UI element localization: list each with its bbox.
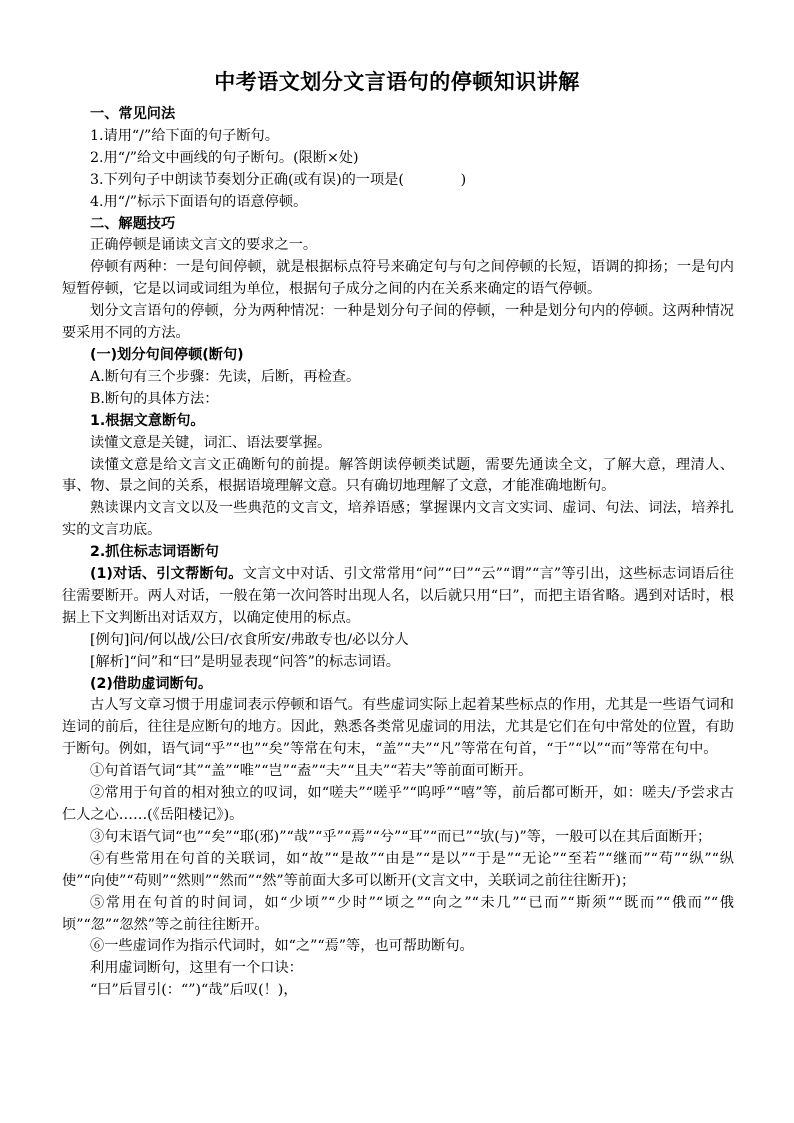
dialogue-lead: (1)对话、引文帮断句。	[90, 566, 243, 583]
section-heading-common-questions: 一、常见问法	[90, 106, 176, 122]
function-word-rule-6: ⑥一些虚词作为指示代词时，如“之”“焉”等，也可帮助断句。	[90, 938, 474, 955]
section-heading-techniques: 二、解题技巧	[90, 215, 176, 232]
mnemonic-line: “曰”后冒引(：“”)“哉”后叹(！)，	[90, 982, 298, 999]
document-body	[62, 104, 734, 1002]
function-word-rule-4: ④有些常用在句首的关联词，如“故”“是故”“由是”“是以”“于是”“无论”“至若”“继而”“苟”“纵”“纵使”“向使”“苟则”“然则”“然而”“然”等前面大多可以断开(文言文中，关联词之前往往断开)；	[62, 850, 734, 889]
step-b: B.断句的具体方法：	[90, 390, 219, 407]
question-item-4: 4.用“/”标示下面语句的语意停顿。	[90, 193, 308, 210]
paragraph-pause-types: 停顿有两种：一是句间停顿，就是根据标点符号来确定句与句之间停顿的长短，语调的抑扬；一是句内短暂停顿，它是以词或词组为单位，根据句子成分之间的内在关系来确定的语气停顿。	[62, 259, 734, 298]
paragraph-two-cases: 划分文言语句的停顿，分为两种情况：一种是划分句子间的停顿，一种是划分句内的停顿。这两种情况要采用不同的方法。	[62, 303, 734, 342]
function-words-paragraph: 古人写文章习惯于用虚词表示停顿和语气。有些虚词实际上起着某些标点的作用，尤其是一些语气词和连词的前后，往往是应断句的地方。因此，熟悉各类常见虚词的用法，尤其是它们在句中常处的位置，有助于断句。例如，语气词“乎”“也”“矣”等常在句末，“盖”“夫”“凡”等常在句首，“于”“以”“而”等常在句中。	[62, 697, 734, 758]
example-sentence: [例句]问/何以战/公曰/衣食所安/弗敢专也/必以分人	[90, 631, 409, 648]
function-word-rule-5: ⑤常用在句首的时间词，如“少顷”“少时”“顷之”“向之”“未几”“已而”“斯须”“既而”“俄而”“俄顷”“忽”“忽然”等之前往往断开。	[62, 894, 734, 933]
function-word-rule-1: ①句首语气词“其”“盖”“唯”“岂”“盍”“夫”“且夫”“若夫”等前面可断开。	[90, 763, 533, 780]
method-heading-marker-words: 2.抓住标志词语断句	[90, 544, 219, 561]
function-word-rule-2: ②常用于句首的相对独立的叹词，如“嗟夫”“嗟乎”“呜呼”“嘻”等，前后都可断开，如：嗟夫/予尝求古仁人之心……(《岳阳楼记》)。	[62, 785, 734, 823]
method-heading-meaning: 1.根据文意断句。	[90, 412, 205, 429]
step-a: A.断句有三个步骤：先读，后断，再检查。	[90, 368, 361, 385]
mnemonic-lead: 利用虚词断句，这里有一个口诀：	[90, 960, 303, 977]
method-heading-function-words: (2)借助虚词断句。	[90, 675, 213, 692]
subsection-heading-sentence-breaks: (一)划分句间停顿(断句)	[90, 346, 244, 363]
document-title: 中考语文划分文言语句的停顿知识讲解	[214, 70, 580, 94]
function-word-rule-3: ③句末语气词“也”“矣”“耶(邪)”“哉”“乎”“焉”“兮”“耳”“而已”“欤(与)”等，一般可以在其后面断开；	[90, 828, 712, 845]
question-item-3: 3.下列句子中朗读节奏划分正确(或有误)的一项是( )	[90, 171, 467, 188]
question-item-1: 1.请用“/”给下面的句子断句。	[90, 127, 279, 144]
method1-paragraph-2: 读懂文意是给文言文正确断句的前提。解答朗读停顿类试题，需要先通读全文，了解大意，理清人、事、物、景之间的关系，根据语境理解文意。只有确切地理解了文意，才能准确地断句。	[62, 456, 734, 495]
method1-paragraph-3: 熟读课内文言文以及一些典范的文言文，培养语感；掌握课内文言文实词、虚词、句法、词法，培养扎实的文言功底。	[62, 500, 734, 539]
method1-paragraph-1: 读懂文意是关键，词汇、语法要掌握。	[90, 434, 332, 451]
question-item-2: 2.用“/”给文中画线的句子断句。(限断×处)	[90, 149, 359, 166]
dialogue-text: 文言文中对话、引文常常用“问”“曰”“云”“谓”“言”等引出，这些标志词语后往往需要断开。两人对话，一般在第一次问答时出现人名，以后就只用“曰”，而把主语省略。遇到对话时，根据上下文判断出对话双方，以确定使用的标点。	[62, 566, 734, 626]
example-analysis: [解析]“问”和“曰”是明显表现“问答”的标志词语。	[90, 653, 400, 670]
paragraph-intro: 正确停顿是诵读文言文的要求之一。	[90, 237, 318, 254]
method2-dialogue-paragraph	[62, 564, 734, 630]
